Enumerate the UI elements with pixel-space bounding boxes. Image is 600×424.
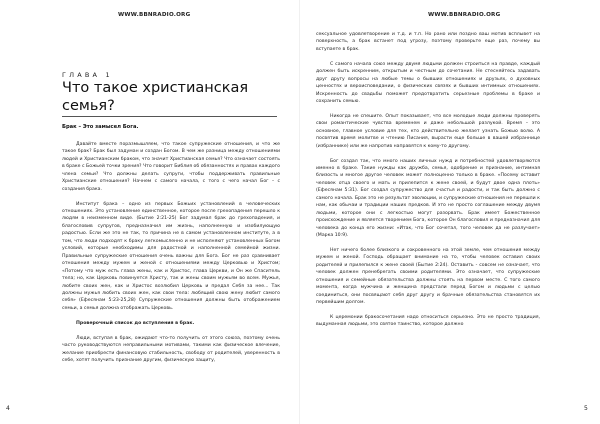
right-page — [300, 0, 600, 424]
right-body-text — [316, 31, 540, 336]
paragraph: Бог создал так, что много наших личных нужд и потребностей удовлетворяются именно в браке. Такие нужды как дружба, семья, одобрение и признание, интимная близость и многое другое человек может полноценно только в браке. «Посему оставит человек отца своего и мать и прилепится к жене своей, и будут двое одна плоть» (Ефесянам 5:31). Бог создал супружество для счастья и радости, и так быть должно с самого начала. Брак это не результат эволюции, и супружеские отношения не перешли к нам, как обычаи и традиции наших предков. И это не просто соглашение между двумя людьми, которое они с легкостью могут разорвать. Брак имеет Божественное происхождение и является творением Бога, которое Он благословил и предназначил для человека до конца его жизни: «Итак, что Бог сочетал, того человек да не разлучает» (Марка 10:9). — [316, 158, 540, 239]
page-number: 4 — [6, 405, 10, 412]
epigraph: Брак – Это замысел Бога. — [62, 124, 139, 130]
header-url: WWW.BBNRADIO.ORG — [428, 12, 501, 18]
chapter-label: ГЛАВА 1 — [62, 71, 113, 79]
left-body-text — [62, 141, 280, 372]
section-heading: Проверочный список до вступления в брак. — [76, 320, 195, 326]
paragraph: Люди, вступая в брак, ожидают что-то получить от этого союза, поэтому очень часто руководствуются неправильными мотивами, такими как физическое влечение, желание приобрести финансовую стабильность, свободу от родителей, уверенность в себе, хотят получить признание другим, физическую защиту, — [62, 335, 280, 363]
paragraph: Никогда не спешите. Опыт показывает, что все молодые люди должны проверять свои романтические чувства временем и даже небольшой разлукой. Время – это основное, главное условие для тех, кто действительно желает узнать Божью волю. А посвятив время молитве и чтению Писания, вырасти еще больше в вашей избраннице (избраннике) или же напротив направятся к кому-то другому. — [316, 113, 540, 149]
paragraph: К церемонии бракосочетания надо относиться серьезно. Это не просто традиция, выдуманная людьми, это святое таинство, которое должно — [316, 314, 540, 328]
title-divider — [62, 116, 277, 117]
header-url: WWW.BBNRADIO.ORG — [118, 12, 191, 18]
paragraph: С самого начала союз между двумя людьми должен строиться на правде, каждый должен быть искренним, открытым и честным до сочетания. Не стесняйтесь задавать друг другу вопросы на любые темы о бывших отношениях и друзьях, о духовных ценностях и вероисповедании, о физических связях и бывших интимных отношениях. Искренность до свадьбы поможет предотвратить серьезные проблемы в браке и сохранить семью. — [316, 61, 540, 105]
chapter-title: Что такое христианская семья? — [62, 80, 249, 114]
paragraph: Давайте вместе поразмышляем, что такое супружеские отношения, и что же такое брак? Брак был задуман и создан Богом. В чем же разница между отношениями людей и Христианским браком, что значит Христианская семья? Что означает состоять в браке с Божьей точки зрения? Что говорит Библия об обязанностях и правах каждого члена семьи? Что должны делать супруги, чтобы поддерживать правильные Христианские отношения? Начнем с самого начала, с того с чего начал Бог – с создания брака. — [62, 142, 280, 192]
page-number: 5 — [584, 405, 588, 412]
paragraph: Нет ничего более близкого и сокровенного на этой земле, чем отношения между мужем и женой. Господь обращает внимание на то, чтобы человек оставил своих родителей и прилепился к жене своей (Бытие 2:24). Оставить - совсем не означает, что человек должен пренебрегать своими родителями. Это означает, что супружеские отношения и семейные обязательства должны стоять на первом месте. С того самого момента, когда мужчина и женщина предстали перед Богом и людьми с целью соединиться, они посвящают себя друг другу и брачные обязательства становятся их первейшим долгом. — [316, 247, 540, 306]
paragraph: сексуальное удовлетворение и т.д. и т.п. Но рано или поздно ваш мотив всплывет на поверхность, а брак встанет под угрозу, поэтому проверьте еще раз, почему вы вступаете в брак. — [316, 32, 540, 52]
paragraph: Институт брака – одно из первых Божьих установлений в человеческих отношениях. Это установление единственное, которое после грехопадения перешло к людям в неизменном виде. (Бытие 2:21-25) Бог задумал брак до грехопадения, и благословив супругов, предназначил им жизнь, наполненную и изобилующую радостью. Если же это не так, то причина не в самом установленном институте, а в том, что люди подходят к браку легкомысленно и не исполняют установленных Богом условий, которые необходимы для радостной и наполненной семейной жизни. Правильные супружеские отношения очень важны для Бога. Бог не раз сравнивает отношения между мужем и женой с отношениями между Церковью и Христом; «Потому что муж есть глава жены, как и Христос, глава Церкви, и Он же Спаситель тела; но, как Церковь повинуется Христу, так и жены своим мужьям во всем. Мужья, любите своих жен, как и Христос возлюбил Церковь и предал Себя за нее... Так должны мужья любить своих жен, как свои тела: любящий свою жену любит самого себя» (Ефесянам 5:23-25,28) Супружеские отношения должны быть отображением семьи, а семья должна отображать Церковь. — [62, 201, 280, 311]
